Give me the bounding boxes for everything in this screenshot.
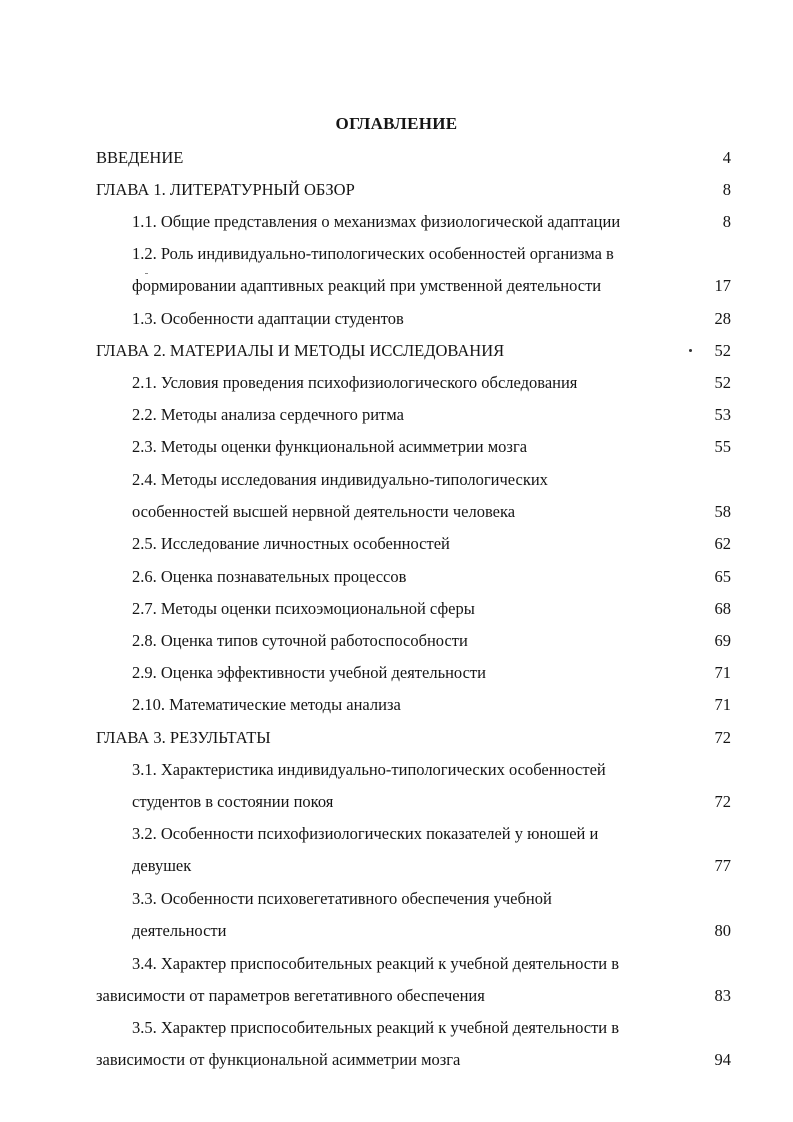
toc-section-2-8: 2.8. Оценка типов суточной работоспособности <box>132 631 468 650</box>
toc-page-number: 53 <box>714 405 731 424</box>
toc-page-number: 68 <box>714 599 731 618</box>
toc-chapter-3: ГЛАВА 3. РЕЗУЛЬТАТЫ <box>96 728 271 747</box>
toc-section-1-1: 1.1. Общие представления о механизмах физиологической адаптации <box>132 212 621 231</box>
page-title: ОГЛАВЛЕНИЕ <box>335 114 458 133</box>
toc-section-3-3: 3.3. Особенности психовегетативного обеспечения учебной <box>132 889 552 908</box>
toc-section-3-4: 3.4. Характер приспособительных реакций к учебной деятельности в <box>132 954 620 973</box>
toc-page-number: 71 <box>714 663 731 682</box>
toc-section-3-5: 3.5. Характер приспособительных реакций к учебной деятельности в <box>132 1018 620 1037</box>
toc-page-number: 77 <box>714 856 731 875</box>
toc-section-2-2: 2.2. Методы анализа сердечного ритма <box>132 405 404 424</box>
toc-chapter-1: ГЛАВА 1. ЛИТЕРАТУРНЫЙ ОБЗОР <box>96 180 355 199</box>
toc-section-3-1: 3.1. Характеристика индивидуально-типологических особенностей <box>132 760 606 779</box>
toc-chapter-2: ГЛАВА 2. МАТЕРИАЛЫ И МЕТОДЫ ИССЛЕДОВАНИЯ <box>96 341 505 360</box>
toc-section-2-9: 2.9. Оценка эффективности учебной деятельности <box>132 663 486 682</box>
toc-section-1-2-cont: формировании адаптивных реакций при умственной деятельности <box>132 276 602 295</box>
toc-section-2-7: 2.7. Методы оценки психоэмоциональной сферы <box>132 599 475 618</box>
toc-page-number: 55 <box>714 437 731 456</box>
toc-page-number: 58 <box>714 502 731 521</box>
scan-speck <box>689 349 692 352</box>
toc-page-number: 8 <box>722 180 731 199</box>
toc-page-number: 28 <box>714 309 731 328</box>
toc-section-3-5-cont: зависимости от функциональной асимметрии мозга <box>96 1050 461 1069</box>
toc-section-2-3: 2.3. Методы оценки функциональной асимметрии мозга <box>132 437 528 456</box>
toc-section-1-3: 1.3. Особенности адаптации студентов <box>132 309 404 328</box>
toc-entry-intro: ВВЕДЕНИЕ <box>96 148 184 167</box>
toc-section-2-1: 2.1. Условия проведения психофизиологического обследования <box>132 373 578 392</box>
toc-page-number: 52 <box>714 373 731 392</box>
toc-page-number: 83 <box>714 986 731 1005</box>
toc-section-3-3-cont: деятельности <box>132 921 227 940</box>
toc-page-number: 71 <box>714 695 731 714</box>
toc-section-2-4-cont: особенностей высшей нервной деятельности человека <box>132 502 516 521</box>
toc-section-2-6: 2.6. Оценка познавательных процессов <box>132 567 407 586</box>
scan-speck <box>145 273 148 274</box>
toc-page-number: 8 <box>722 212 731 231</box>
toc-page-number: 94 <box>714 1050 731 1069</box>
toc-page-number: 62 <box>714 534 731 553</box>
toc-page-number: 72 <box>714 728 731 747</box>
toc-section-2-10: 2.10. Математические методы анализа <box>132 695 401 714</box>
toc-page-number: 72 <box>714 792 731 811</box>
toc-section-2-4: 2.4. Методы исследования индивидуально-типологических <box>132 470 548 489</box>
toc-section-2-5: 2.5. Исследование личностных особенностей <box>132 534 450 553</box>
toc-section-3-4-cont: зависимости от параметров вегетативного обеспечения <box>96 986 485 1005</box>
toc-section-3-1-cont: студентов в состоянии покоя <box>132 792 334 811</box>
toc-page-number: 52 <box>714 341 731 360</box>
toc-section-3-2: 3.2. Особенности психофизиологических показателей у юношей и <box>132 824 599 843</box>
toc-page-number: 17 <box>714 276 731 295</box>
toc-page-number: 4 <box>722 148 731 167</box>
toc-section-1-2: 1.2. Роль индивидуально-типологических особенностей организма в <box>132 244 614 263</box>
toc-page-number: 69 <box>714 631 731 650</box>
toc-page-number: 65 <box>714 567 731 586</box>
toc-page-number: 80 <box>714 921 731 940</box>
toc-section-3-2-cont: девушек <box>132 856 192 875</box>
